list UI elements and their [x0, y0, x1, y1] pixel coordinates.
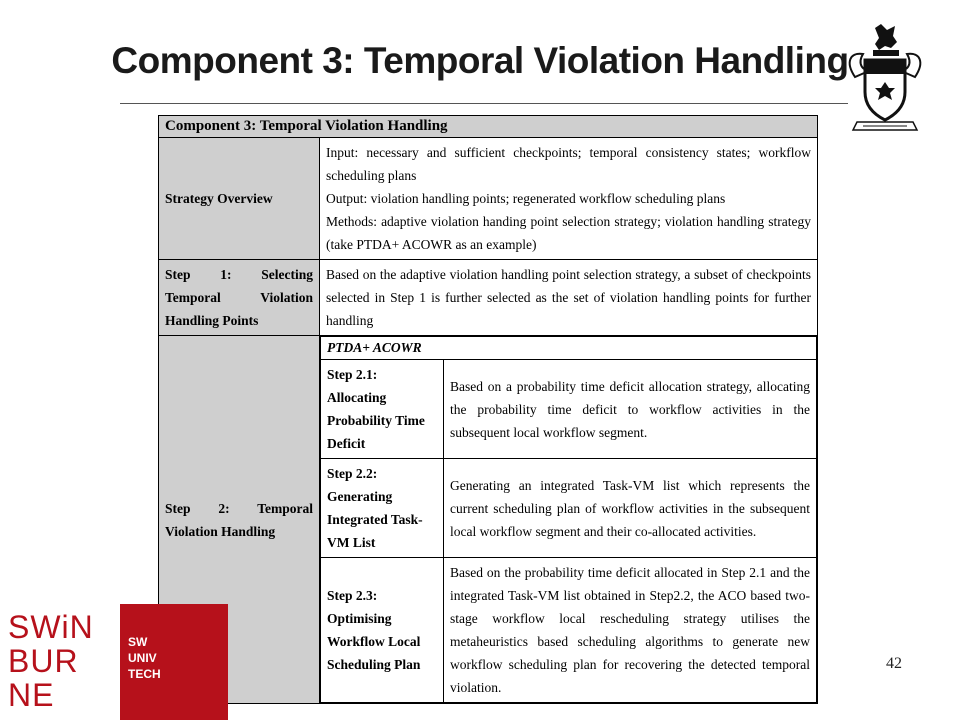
step2-1-text: Based on a probability time deficit allocation strategy, allocating the probability time deficit to workflow activities in the subsequent local workflow segment.	[444, 360, 817, 459]
step2-1-label: Step 2.1: Allocating Probability Time Deficit	[321, 360, 444, 459]
logo-sub-line-2: UNIV	[128, 651, 157, 665]
title-divider	[120, 103, 848, 104]
step2-3-text: Based on the probability time deficit allocated in Step 2.1 and the integrated Task-VM list obtained in Step2.2, the ACO based two-stage workflow local rescheduling strategy utilises the metaheuristics based scheduling algorithms to generate new workflow scheduling plan for recovering the detected temporal violation.	[444, 558, 817, 703]
step2-label: Step 2: Temporal Violation Handling	[159, 336, 320, 704]
step2-method: PTDA+ ACOWR	[321, 337, 817, 360]
step2-substeps-table	[320, 336, 817, 703]
logo-wordmark	[8, 610, 94, 712]
logo-line-3: NE	[8, 677, 55, 713]
logo-wordmark-panel	[0, 604, 120, 720]
university-crest-icon	[845, 22, 925, 138]
step1-label: Step 1: Selecting Temporal Violation Handling Points	[159, 260, 320, 336]
step2-2-text: Generating an integrated Task-VM list which represents the current scheduling plan of workflow activities in the subsequent local workflow segment and their co-allocated activities.	[444, 459, 817, 558]
logo-line-2: BUR	[8, 643, 79, 679]
overview-methods: Methods: adaptive violation handing point selection strategy; violation handling strategy (take PTDA+ ACOWR as an example)	[326, 214, 811, 252]
step2-content	[320, 336, 818, 704]
strategy-overview-content	[320, 138, 818, 260]
overview-output: Output: violation handling points; regenerated workflow scheduling plans	[326, 191, 726, 206]
table-header: Component 3: Temporal Violation Handling	[159, 116, 818, 138]
strategy-table	[158, 115, 818, 704]
slide-title: Component 3: Temporal Violation Handling	[111, 40, 849, 81]
overview-input: Input: necessary and sufficient checkpoints; temporal consistency states; workflow scheduling plans	[326, 145, 811, 183]
logo-sub-line-1: SW	[128, 635, 148, 649]
swinburne-logo	[0, 604, 228, 720]
page-number: 42	[886, 655, 902, 672]
logo-subtext	[128, 634, 161, 682]
step2-2-label: Step 2.2: Generating Integrated Task-VM List	[321, 459, 444, 558]
step1-content: Based on the adaptive violation handling point selection strategy, a subset of checkpoints selected in Step 1 is further selected as the set of violation handling points for further handling	[320, 260, 818, 336]
logo-line-1: SWiN	[8, 609, 94, 645]
logo-sub-line-3: TECH	[128, 667, 161, 681]
strategy-overview-label: Strategy Overview	[159, 138, 320, 260]
step2-3-label: Step 2.3: Optimising Workflow Local Scheduling Plan	[321, 558, 444, 703]
